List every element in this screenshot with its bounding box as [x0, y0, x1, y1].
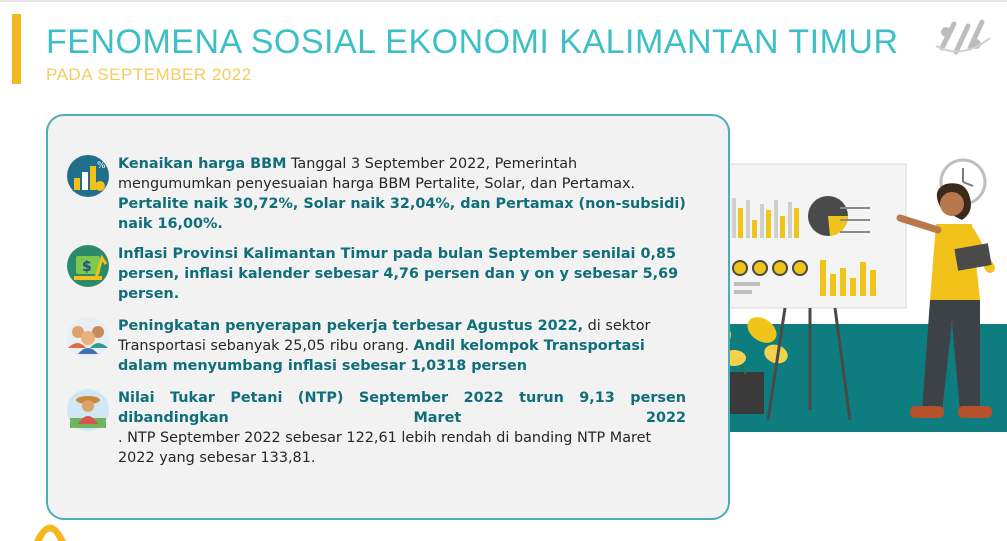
top-divider — [0, 0, 1007, 2]
svg-text:%: % — [97, 161, 106, 171]
text-regular: di sektor Transportasi sebanyak 25,05 ribu orang. — [118, 318, 651, 354]
inflation-money-icon — [66, 244, 110, 288]
info-card — [46, 114, 730, 520]
farmer-icon — [66, 388, 110, 432]
workers-group-icon — [66, 316, 110, 360]
decorative-leaf-icon — [30, 512, 70, 541]
presenter-illustration — [690, 150, 1007, 430]
title-accent-bar — [12, 14, 21, 84]
text-bold: Inflasi Provinsi Kalimantan Timur pada bulan September senilai 0,85 persen, inflasi kalender sebesar 4,76 persen dan y on y sebesar 5,69 persen. — [118, 246, 679, 302]
text-bold: Kenaikan harga BBM — [118, 156, 287, 172]
text-bold: Pertalite naik 30,72%, Solar naik 32,04%, dan Pertamax (non-subsidi) naik 16,00%. — [118, 196, 686, 232]
item-text — [118, 244, 686, 304]
text-bold: Peningkatan penyerapan pekerja terbesar Agustus 2022, — [118, 318, 584, 334]
item-text — [118, 388, 686, 468]
text-bold: Nilai Tukar Petani (NTP) September 2022 turun 9,13 persen dibandingkan Maret 2022 — [118, 390, 686, 426]
bps-logo-icon — [932, 14, 994, 60]
item-text — [118, 154, 686, 234]
text-regular: . NTP September 2022 sebesar 122,61 lebih rendah di banding NTP Maret 2022 yang sebesar 133,81. — [118, 430, 652, 466]
page-title: FENOMENA SOSIAL EKONOMI KALIMANTAN TIMUR — [46, 23, 899, 61]
item-text — [118, 316, 686, 376]
text-bold-line — [118, 388, 686, 428]
page-subtitle: PADA SEPTEMBER 2022 — [46, 65, 252, 84]
text-bold: Andil kelompok Transportasi dalam menyumbang inflasi sebesar 1,0318 persen — [118, 338, 645, 374]
fuel-price-icon — [66, 154, 110, 198]
text-regular: Tanggal 3 September 2022, Pemerintah mengumumkan penyesuaian harga BBM Pertalite, Solar, dan Pertamax. — [118, 156, 636, 192]
svg-text:$: $ — [82, 259, 92, 275]
